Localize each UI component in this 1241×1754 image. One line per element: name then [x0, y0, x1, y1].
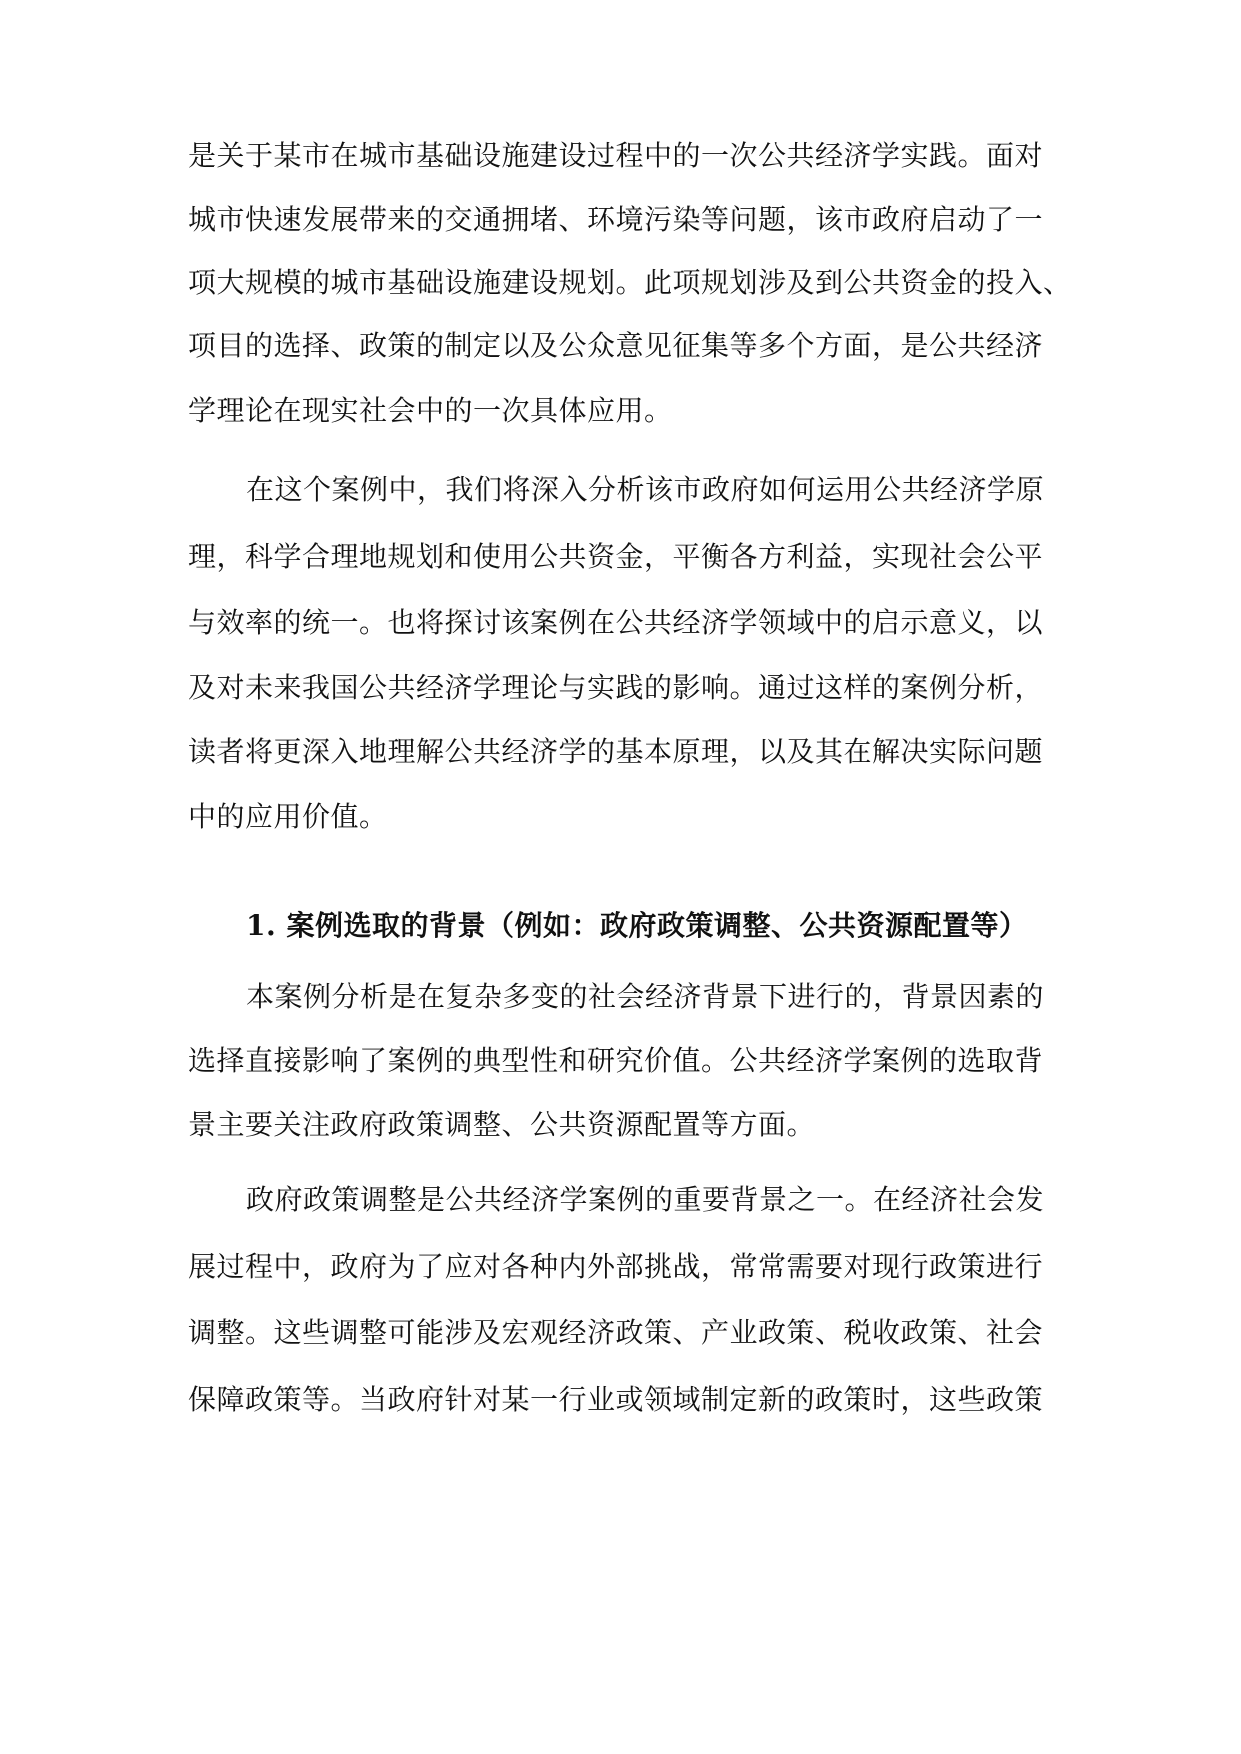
- paragraph-line: 保障政策等。当政府针对某一行业或领域制定新的政策时，这些政策: [188, 1383, 1044, 1416]
- paragraph-line: 选择直接影响了案例的典型性和研究价值。公共经济学案例的选取背: [188, 1044, 1044, 1077]
- paragraph-line: 中的应用价值。: [188, 800, 388, 833]
- paragraph-line: 项目的选择、政策的制定以及公众意见征集等多个方面，是公共经济: [188, 329, 1044, 362]
- paragraph-line: 与效率的统一。也将探讨该案例在公共经济学领域中的启示意义，以: [188, 606, 1044, 639]
- paragraph-line: 政府政策调整是公共经济学案例的重要背景之一。在经济社会发: [246, 1183, 1045, 1216]
- paragraph-line: 在这个案例中，我们将深入分析该市政府如何运用公共经济学原: [246, 473, 1045, 506]
- paragraph-line: 及对未来我国公共经济学理论与实践的影响。通过这样的案例分析，: [188, 671, 1044, 704]
- paragraph-line: 学理论在现实社会中的一次具体应用。: [188, 394, 673, 427]
- section-heading: 1. 案例选取的背景（例如：政府政策调整、公共资源配置等）: [246, 909, 1028, 942]
- paragraph-line: 调整。这些调整可能涉及宏观经济政策、产业政策、税收政策、社会: [188, 1316, 1044, 1349]
- paragraph-line: 是关于某市在城市基础设施建设过程中的一次公共经济学实践。面对: [188, 139, 1044, 172]
- paragraph-line: 本案例分析是在复杂多变的社会经济背景下进行的，背景因素的: [246, 980, 1045, 1013]
- paragraph-line: 理，科学合理地规划和使用公共资金，平衡各方利益，实现社会公平: [188, 540, 1044, 573]
- paragraph-line: 读者将更深入地理解公共经济学的基本原理，以及其在解决实际问题: [188, 735, 1044, 768]
- paragraph-line: 项大规模的城市基础设施建设规划。此项规划涉及到公共资金的投入、: [188, 266, 1072, 299]
- paragraph-line: 景主要关注政府政策调整、公共资源配置等方面。: [188, 1108, 816, 1141]
- paragraph-line: 城市快速发展带来的交通拥堵、环境污染等问题，该市政府启动了一: [188, 203, 1044, 236]
- paragraph-line: 展过程中，政府为了应对各种内外部挑战，常常需要对现行政策进行: [188, 1250, 1044, 1283]
